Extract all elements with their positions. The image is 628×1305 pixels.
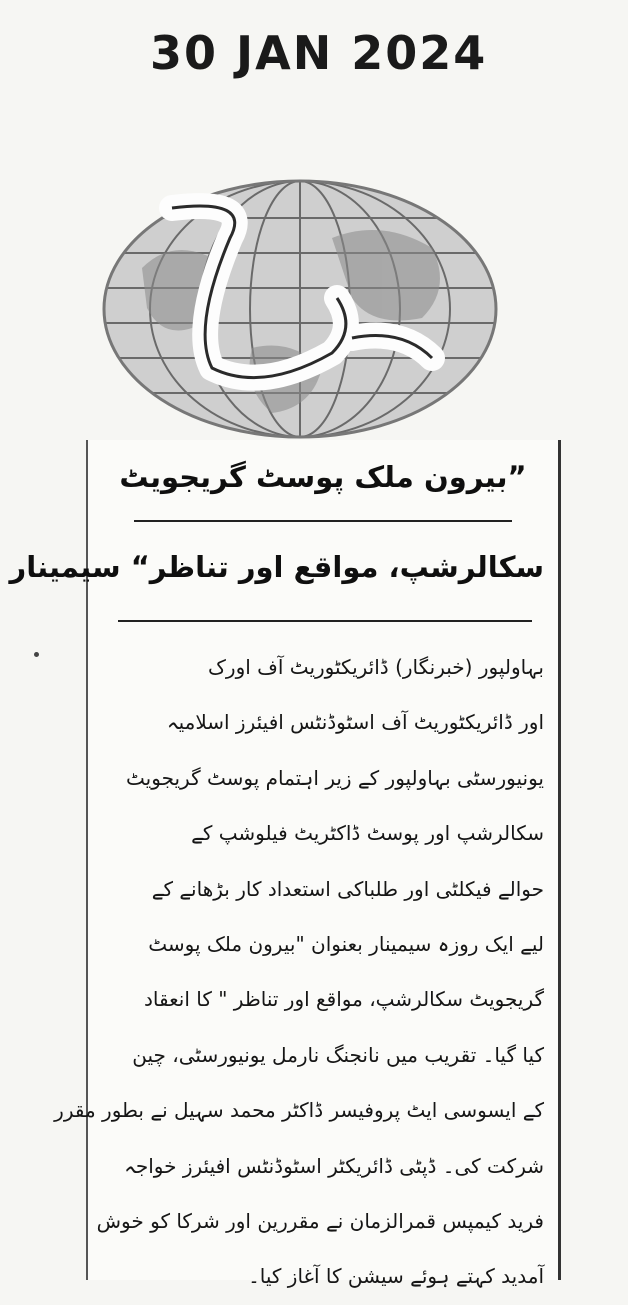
article-line: فرید کیمپس قمرالزمان نے مقررین اور شرکا کو خوش (96, 1208, 544, 1233)
article-line: گریجویٹ سکالرشپ، مواقع اور تناظر " کا انعقاد (144, 987, 544, 1012)
article-line: بہاولپور (خبرنگار) ڈائریکٹوریٹ آف اورک (208, 655, 544, 679)
article-line: اور ڈائریکٹوریٹ آف اسٹوڈنٹس افیئرز اسلامیہ (166, 710, 544, 735)
article-line: لیے ایک روزہ سیمینار بعنوان "بیرون ملک پوسٹ (148, 931, 544, 956)
article-line: یونیورسٹی بہاولپور کے زیر اہتمام پوسٹ گریجویٹ (126, 765, 544, 790)
headline-divider (134, 520, 512, 522)
article-body (54, 640, 544, 1305)
article-line: شرکت کی۔ ڈپٹی ڈائریکٹر اسٹوڈنٹس افیئرز خواجہ (124, 1153, 544, 1178)
article-line: سکالرشپ اور پوسٹ ڈاکٹریٹ فیلوشپ کے (191, 821, 544, 846)
news-clipping (9, 440, 561, 1289)
headline-line-1: ”بیرون ملک پوسٹ گریجویٹ (119, 460, 527, 494)
article-line: حوالے فیکلٹی اور طلباکی استعداد کار بڑھانے کے (151, 876, 544, 901)
print-speck (34, 652, 39, 657)
article-line: کے ایسوسی ایٹ پروفیسر ڈاکٹر محمد سہیل نے بطور مقرر (54, 1098, 544, 1123)
headline-line-2: سکالرشپ، مواقع اور تناظر“ سیمینار (9, 550, 544, 584)
newspaper-logo (102, 178, 498, 440)
globe-logo-icon (102, 178, 498, 440)
date-stamp: 30 JAN 2024 (150, 26, 488, 80)
body-divider (118, 620, 532, 622)
article-line: آمدید کہتے ہوئے سیشن کا آغاز کیا۔ (248, 1264, 544, 1289)
article-line: کیا گیا۔ تقریب میں نانجنگ نارمل یونیورسٹی، چین (132, 1042, 544, 1067)
